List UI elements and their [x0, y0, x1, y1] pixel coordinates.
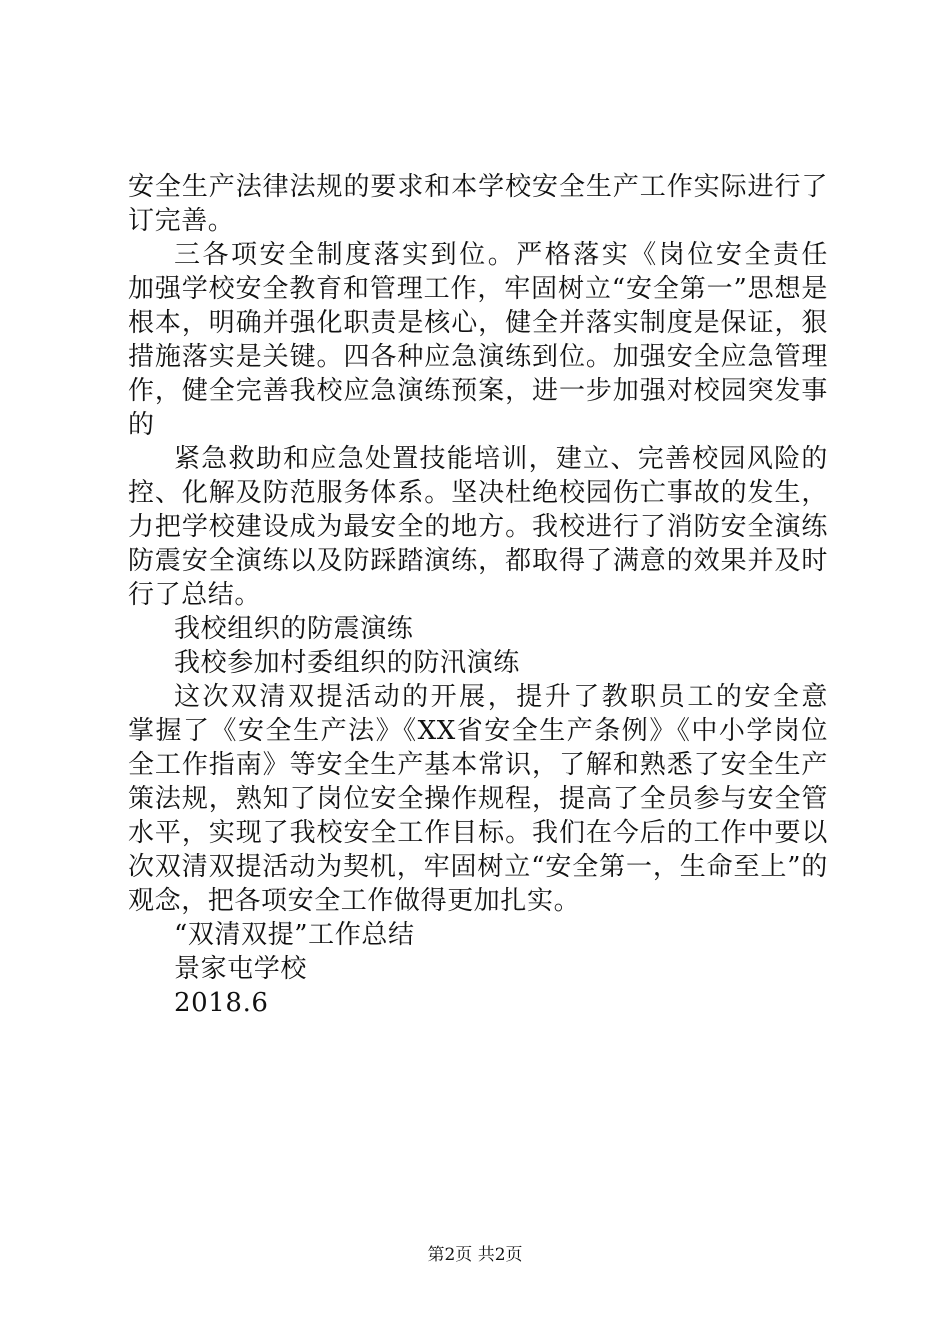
- text-line: 掌握了《安全生产法》《XX省安全生产条例》《中小学岗位: [128, 716, 828, 746]
- text-line: 2018.6: [174, 988, 269, 1018]
- text-line: 策法规，熟知了岗位安全操作规程，提高了全员参与安全管: [128, 784, 828, 814]
- text-line: 措施落实是关键。四各种应急演练到位。加强安全应急管理: [128, 342, 828, 372]
- text-line: 防震安全演练以及防踩踏演练，都取得了满意的效果并及时: [128, 546, 828, 576]
- page-footer: 第2页 共2页: [427, 1245, 523, 1265]
- text-line: 观念，把各项安全工作做得更加扎实。: [128, 886, 581, 916]
- text-line: 根本，明确并强化职责是核心，健全并落实制度是保证，狠: [128, 308, 828, 338]
- text-line: 力把学校建设成为最安全的地方。我校进行了消防安全演练: [128, 512, 828, 542]
- document-body: [128, 170, 828, 1020]
- text-line: “双清双提”工作总结: [174, 920, 415, 950]
- text-line: 这次双清双提活动的开展，提升了教职员工的安全意: [174, 682, 828, 712]
- text-line: 三各项安全制度落实到位。严格落实《岗位安全责任: [174, 240, 828, 270]
- text-line: 我校组织的防震演练: [174, 614, 414, 644]
- text-line: 次双清双提活动为契机，牢固树立“安全第一，生命至上”的: [128, 852, 828, 882]
- text-line: 安全生产法律法规的要求和本学校安全生产工作实际进行了: [128, 172, 828, 202]
- text-line: 景家屯学校: [174, 954, 308, 984]
- text-line: 控、化解及防范服务体系。坚决杜绝校园伤亡事故的发生，: [128, 478, 828, 508]
- text-line: 行了总结。: [128, 580, 262, 610]
- text-line: 订完善。: [128, 206, 235, 236]
- text-line: 全工作指南》等安全生产基本常识，了解和熟悉了安全生产: [128, 750, 828, 780]
- text-line: 的: [128, 410, 155, 440]
- text-line: 我校参加村委组织的防汛演练: [174, 648, 520, 678]
- text-line: 紧急救助和应急处置技能培训，建立、完善校园风险的: [174, 444, 828, 474]
- text-line: 加强学校安全教育和管理工作，牢固树立“安全第一”思想是: [128, 274, 828, 304]
- text-line: 水平，实现了我校安全工作目标。我们在今后的工作中要以: [128, 818, 828, 848]
- text-line: 作，健全完善我校应急演练预案，进一步加强对校园突发事: [128, 376, 828, 406]
